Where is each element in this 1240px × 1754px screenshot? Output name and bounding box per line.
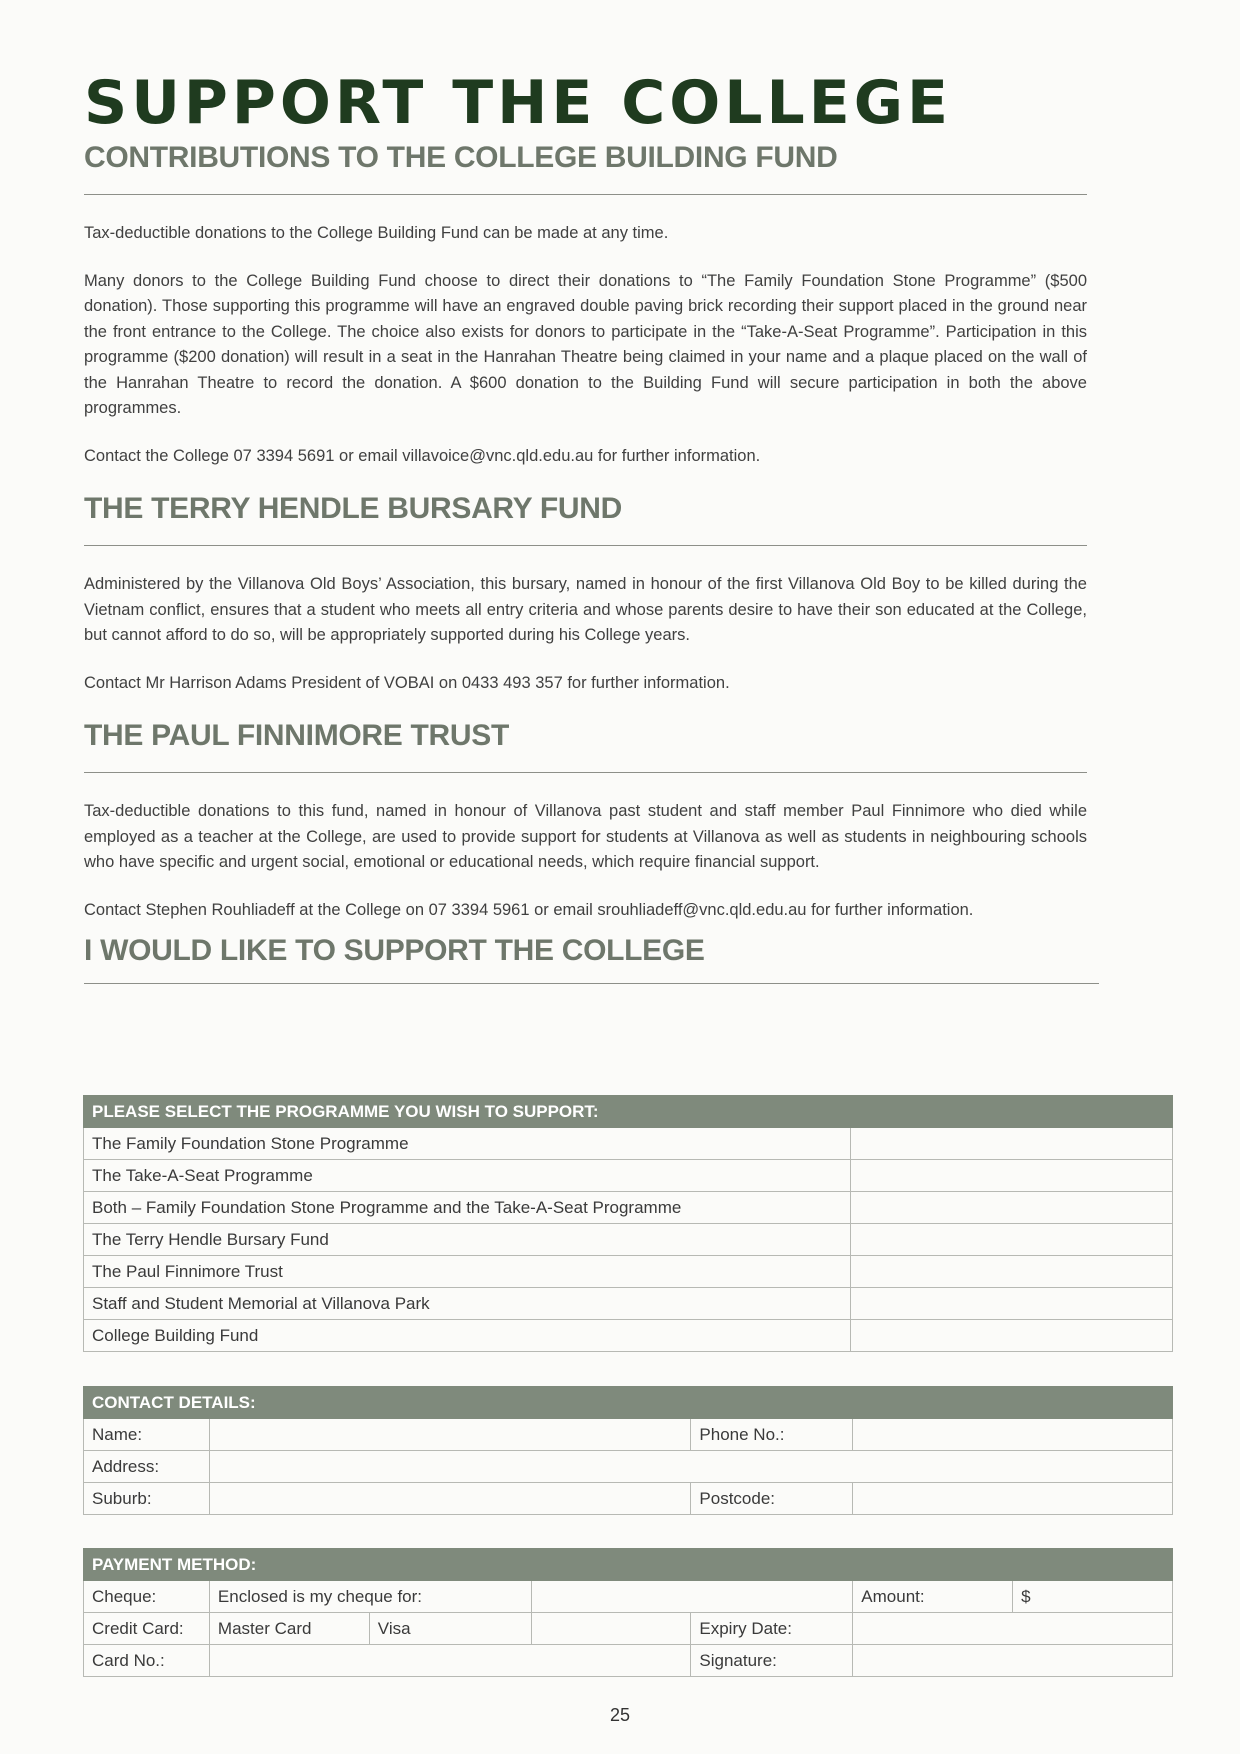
programme-option-label: College Building Fund xyxy=(84,1320,851,1352)
programme-option-label: Both – Family Foundation Stone Programme and the Take-A-Seat Programme xyxy=(84,1192,851,1224)
address-field[interactable] xyxy=(209,1451,1172,1483)
programme-option-label: The Family Foundation Stone Programme xyxy=(84,1128,851,1160)
page-content xyxy=(84,70,1174,1010)
expiry-field[interactable] xyxy=(853,1613,1173,1645)
card-number-field[interactable] xyxy=(209,1645,690,1677)
programme-option-select[interactable] xyxy=(851,1128,1173,1160)
card-type-blank xyxy=(531,1613,691,1645)
building-fund-contact: Contact the College 07 3394 5691 or email villavoice@vnc.qld.edu.au for further information. xyxy=(84,446,761,465)
master-card-option[interactable]: Master Card xyxy=(209,1613,369,1645)
cheque-enclosed-label: Enclosed is my cheque for: xyxy=(209,1581,531,1613)
hendle-details: Administered by the Villanova Old Boys’ Association, this bursary, named in honour of the first Villanova Old Boy to be killed during the Vietnam conflict, ensures that a student who meets all entry criteria and whose parents desire to have their son educated at the College, but cannot afford to do so, will be appropriately supported during his College years. xyxy=(84,575,1087,644)
table-row xyxy=(84,1320,1173,1352)
credit-card-label: Credit Card: xyxy=(84,1613,210,1645)
programme-table xyxy=(83,1095,1173,1352)
divider xyxy=(84,545,1087,546)
signature-label: Signature: xyxy=(691,1645,853,1677)
programme-option-label: Staff and Student Memorial at Villanova Park xyxy=(84,1288,851,1320)
payment-table xyxy=(83,1548,1173,1677)
finnimore-heading: THE PAUL FINNIMORE TRUST xyxy=(84,719,510,752)
programme-option-select[interactable] xyxy=(851,1160,1173,1192)
payment-table-header: PAYMENT METHOD: xyxy=(84,1549,1173,1581)
building-fund-intro: Tax-deductible donations to the College Building Fund can be made at any time. xyxy=(84,224,669,242)
signature-field[interactable] xyxy=(853,1645,1173,1677)
programme-table-header: PLEASE SELECT THE PROGRAMME YOU WISH TO SUPPORT: xyxy=(84,1096,1173,1128)
postcode-label: Postcode: xyxy=(691,1483,853,1515)
divider xyxy=(84,983,1099,984)
contact-table xyxy=(83,1386,1173,1515)
finnimore-contact: Contact Stephen Rouhliadeff at the College on 07 3394 5961 or email srouhliadeff@vnc.qld.edu.au for further information. xyxy=(84,900,974,919)
table-row xyxy=(84,1160,1173,1192)
table-row xyxy=(84,1645,1173,1677)
amount-field[interactable]: $ xyxy=(1013,1581,1173,1613)
phone-field[interactable] xyxy=(853,1419,1173,1451)
table-row xyxy=(84,1128,1173,1160)
divider xyxy=(84,772,1087,773)
programme-option-label: The Take-A-Seat Programme xyxy=(84,1160,851,1192)
table-row xyxy=(84,1581,1173,1613)
page-number: 25 xyxy=(609,1705,631,1725)
programme-option-select[interactable] xyxy=(851,1224,1173,1256)
programme-option-select[interactable] xyxy=(851,1192,1173,1224)
postcode-field[interactable] xyxy=(853,1483,1173,1515)
visa-option[interactable]: Visa xyxy=(369,1613,531,1645)
building-fund-details: Many donors to the College Building Fund choose to direct their donations to “The Family Foundation Stone Programme” ($500 donation). Those supporting this programme will have an engraved double paving brick recording their support placed in the ground near the front entrance to the College. The choice also exists for donors to participate in the “Take-A-Seat Programme”. Participation in this programme ($200 donation) will result in a seat in the Hanrahan Theatre being claimed in your name and a plaque placed on the wall of the Hanrahan Theatre to record the donation. A $600 donation to the Building Fund will secure participation in both the above programmes. xyxy=(84,271,1087,417)
support-heading: I WOULD LIKE TO SUPPORT THE COLLEGE xyxy=(84,934,705,967)
card-number-label: Card No.: xyxy=(84,1645,210,1677)
table-row xyxy=(84,1256,1173,1288)
divider xyxy=(84,194,1087,195)
amount-label: Amount: xyxy=(853,1581,1013,1613)
expiry-label: Expiry Date: xyxy=(691,1613,853,1645)
table-row xyxy=(84,1613,1173,1645)
page-title: SUPPORT THE COLLEGE xyxy=(84,68,952,138)
suburb-label: Suburb: xyxy=(84,1483,210,1515)
name-label: Name: xyxy=(84,1419,210,1451)
phone-label: Phone No.: xyxy=(691,1419,853,1451)
hendle-contact: Contact Mr Harrison Adams President of VOBAI on 0433 493 357 for further information. xyxy=(84,673,730,692)
contact-table-header: CONTACT DETAILS: xyxy=(84,1387,1173,1419)
table-row xyxy=(84,1483,1173,1515)
table-row xyxy=(84,1419,1173,1451)
name-field[interactable] xyxy=(209,1419,690,1451)
cheque-label: Cheque: xyxy=(84,1581,210,1613)
table-row xyxy=(84,1451,1173,1483)
table-row xyxy=(84,1288,1173,1320)
programme-option-select[interactable] xyxy=(851,1256,1173,1288)
finnimore-details: Tax-deductible donations to this fund, named in honour of Villanova past student and staff member Paul Finnimore who died while employed as a teacher at the College, are used to provide support for students at Villanova as well as students in neighbouring schools who have specific and urgent social, emotional or educational needs, which require financial support. xyxy=(84,802,1087,871)
cheque-field[interactable] xyxy=(531,1581,853,1613)
table-row xyxy=(84,1192,1173,1224)
table-row xyxy=(84,1224,1173,1256)
building-fund-heading: CONTRIBUTIONS TO THE COLLEGE BUILDING FUND xyxy=(84,141,838,174)
programme-option-label: The Terry Hendle Bursary Fund xyxy=(84,1224,851,1256)
programme-option-label: The Paul Finnimore Trust xyxy=(84,1256,851,1288)
programme-option-select[interactable] xyxy=(851,1288,1173,1320)
hendle-heading: THE TERRY HENDLE BURSARY FUND xyxy=(84,492,623,525)
address-label: Address: xyxy=(84,1451,210,1483)
programme-option-select[interactable] xyxy=(851,1320,1173,1352)
suburb-field[interactable] xyxy=(209,1483,690,1515)
